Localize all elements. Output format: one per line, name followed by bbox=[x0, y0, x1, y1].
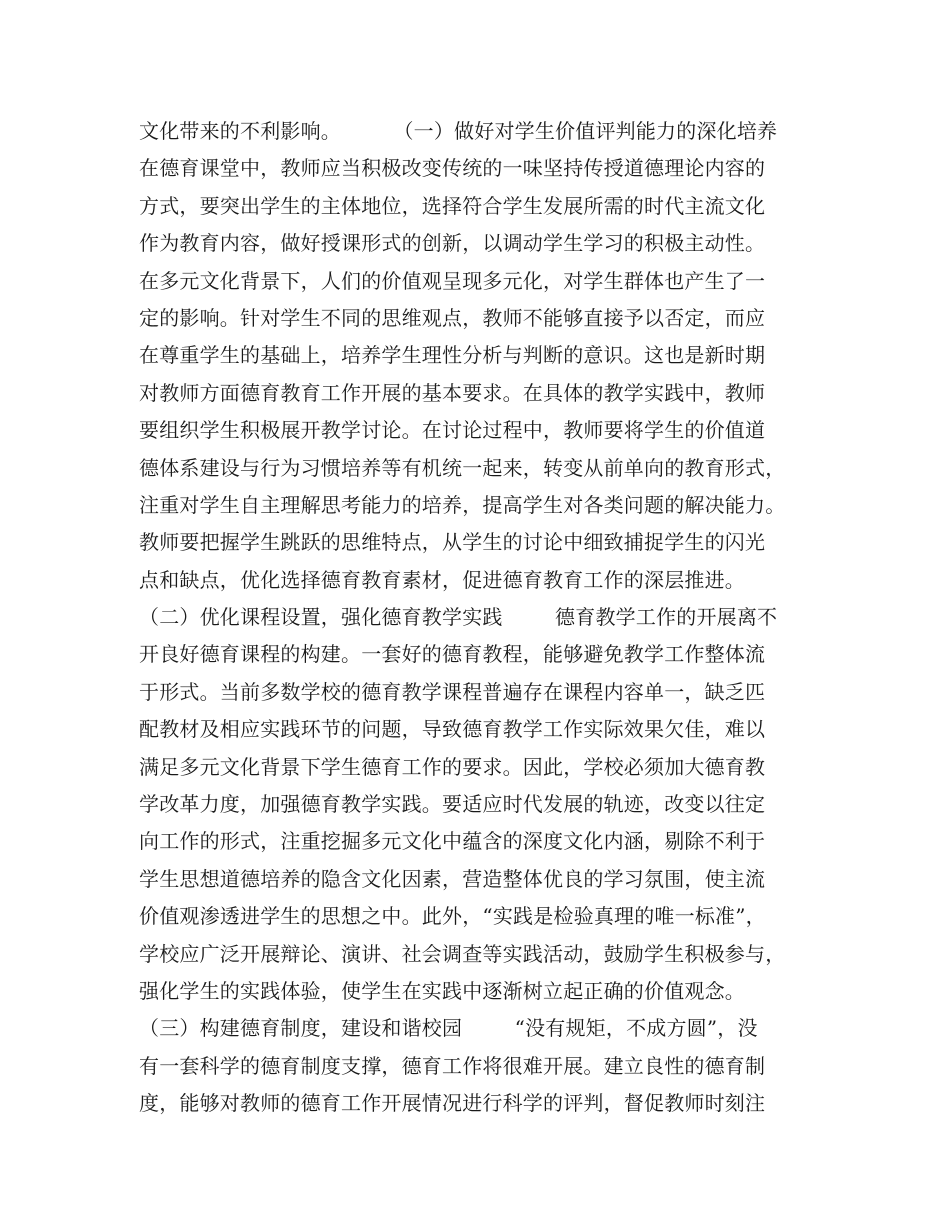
text-line: 定的影响。针对学生不同的思维观点，教师不能够直接予以否定，而应 bbox=[139, 305, 766, 330]
text-line: 德体系建设与行为习惯培养等有机统一起来，转变从前单向的教育形式， bbox=[139, 455, 786, 480]
text-line: 满足多元文化背景下学生德育工作的要求。因此，学校必须加大德育教 bbox=[139, 754, 766, 779]
body-text bbox=[139, 113, 839, 1123]
text-line: 点和缺点，优化选择德育教育素材，促进德育教育工作的深层推进。 bbox=[139, 567, 745, 592]
text-line: 方式，要突出学生的主体地位，选择符合学生发展所需的时代主流文化 bbox=[139, 193, 766, 218]
text-line: 向工作的形式，注重挖掘多元文化中蕴含的深度文化内涵，剔除不利于 bbox=[139, 829, 766, 854]
text-line: 在多元文化背景下，人们的价值观呈现多元化，对学生群体也产生了一 bbox=[139, 268, 766, 293]
section-heading-line: （三）构建德育制度，建设和谐校园 “没有规矩，不成方圆”，没 bbox=[139, 1016, 758, 1041]
text-line: 价值观渗透进学生的思想之中。此外，“实践是检验真理的唯一标准”， bbox=[139, 904, 766, 929]
text-line: 对教师方面德育教育工作开展的基本要求。在具体的教学实践中，教师 bbox=[139, 380, 766, 405]
section-heading-line: （二）优化课程设置，强化德育教学实践 德育教学工作的开展离不 bbox=[139, 605, 778, 630]
text-line: 学生思想道德培养的隐含文化因素，营造整体优良的学习氛围，使主流 bbox=[139, 866, 766, 891]
text-line: 学改革力度，加强德育教学实践。要适应时代发展的轨迹，改变以往定 bbox=[139, 792, 766, 817]
text-line: 教师要把握学生跳跃的思维特点，从学生的讨论中细致捕捉学生的闪光 bbox=[139, 530, 766, 555]
text-line: 配教材及相应实践环节的问题，导致德育教学工作实际效果欠佳，难以 bbox=[139, 717, 766, 742]
text-line: 有一套科学的德育制度支撑，德育工作将很难开展。建立良性的德育制 bbox=[139, 1053, 766, 1078]
text-line: 要组织学生积极展开教学讨论。在讨论过程中，教师要将学生的价值道 bbox=[139, 418, 766, 443]
text-line: 度，能够对教师的德育工作开展情况进行科学的评判，督促教师时刻注 bbox=[139, 1091, 766, 1116]
text-line: 于形式。当前多数学校的德育教学课程普遍存在课程内容单一，缺乏匹 bbox=[139, 679, 766, 704]
text-line: 在尊重学生的基础上，培养学生理性分析与判断的意识。这也是新时期 bbox=[139, 343, 766, 368]
text-line: 文化带来的不利影响。 （一）做好对学生价值评判能力的深化培养 bbox=[139, 119, 778, 143]
text-line: 在德育课堂中，教师应当积极改变传统的一味坚持传授道德理论内容的 bbox=[139, 156, 766, 181]
text-line: 注重对学生自主理解思考能力的培养，提高学生对各类问题的解决能力。 bbox=[139, 492, 786, 517]
text-line: 学校应广泛开展辩论、演讲、社会调查等实践活动，鼓励学生积极参与， bbox=[139, 941, 786, 966]
text-line: 作为教育内容，做好授课形式的创新，以调动学生学习的积极主动性。 bbox=[139, 231, 766, 256]
text-line: 开良好德育课程的构建。一套好的德育教程，能够避免教学工作整体流 bbox=[139, 642, 766, 667]
text-line: 强化学生的实践体验，使学生在实践中逐渐树立起正确的价值观念。 bbox=[139, 978, 745, 1003]
